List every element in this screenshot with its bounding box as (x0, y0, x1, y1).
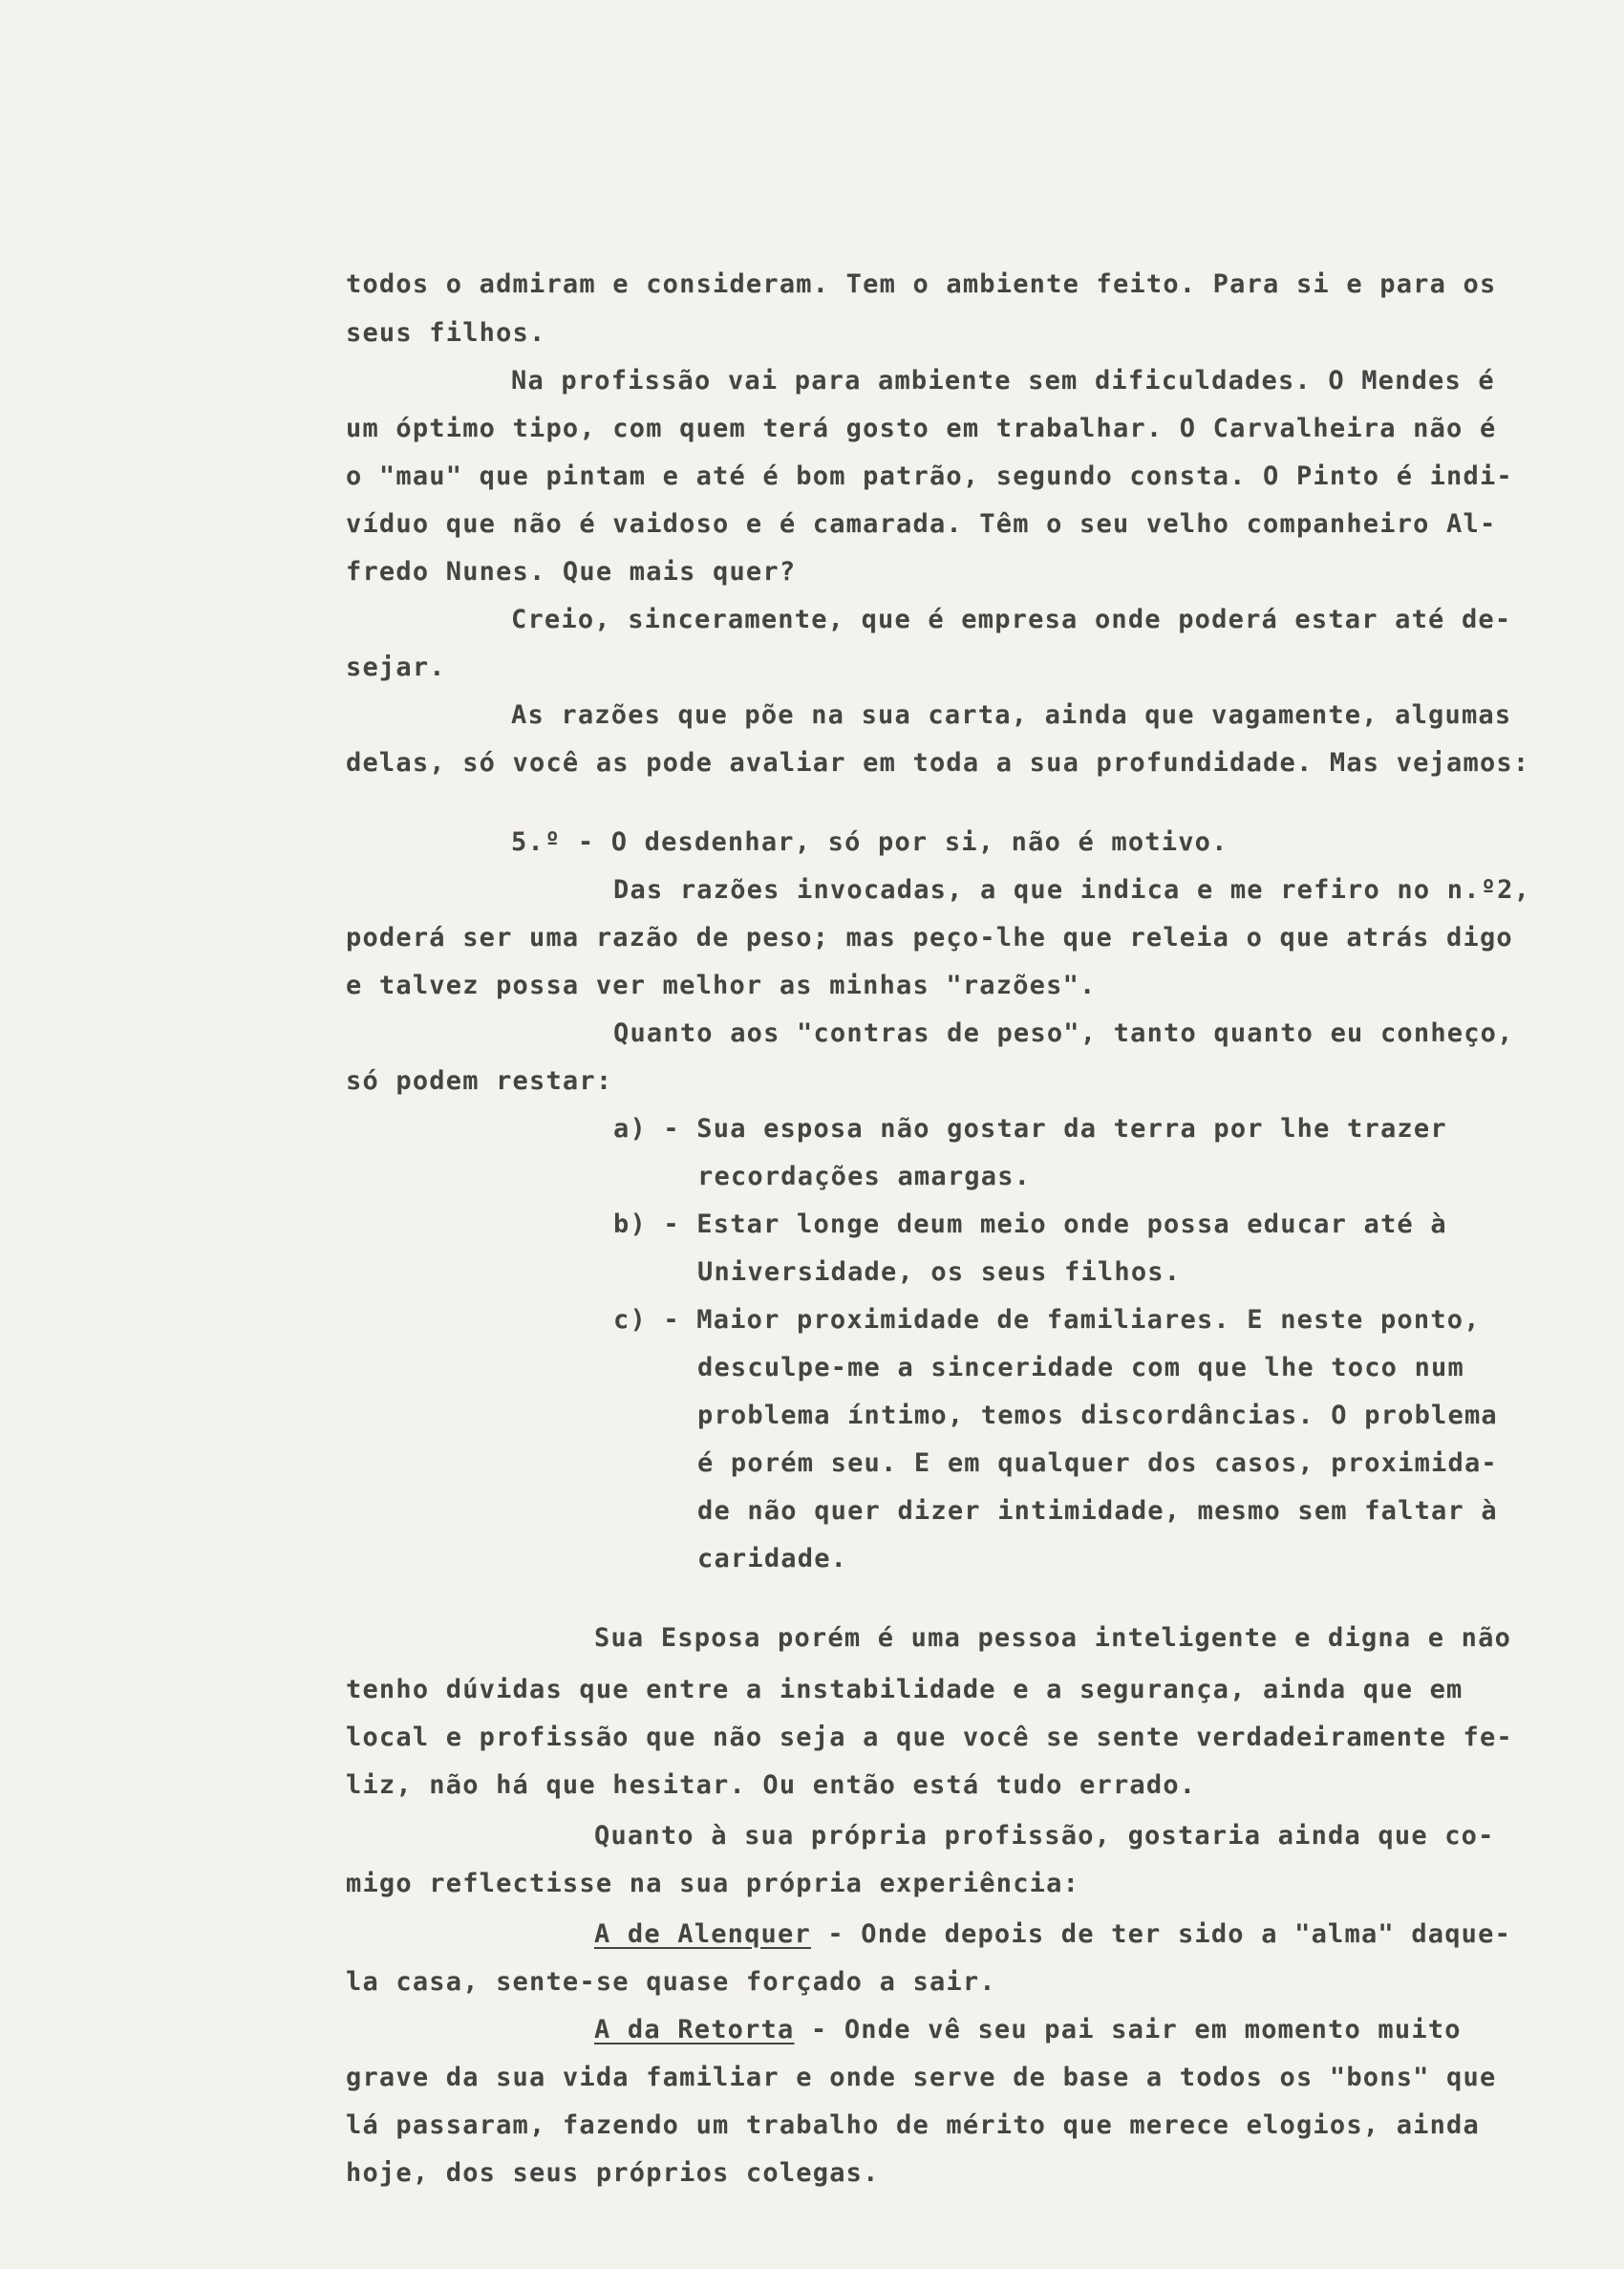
list-item-c-cont: caridade. (697, 1544, 848, 1573)
text-line: víduo que não é vaidoso e é camarada. Têm o seu velho companheiro Al- (346, 509, 1497, 539)
text-line: Quanto aos "contras de peso", tanto quanto eu conheço, (613, 1018, 1514, 1048)
text-span: - Onde depois de ter sido a "alma" daque- (810, 1919, 1512, 1949)
text-line: hoje, dos seus próprios colegas. (346, 2158, 880, 2188)
list-item-a: a) - Sua esposa não gostar da terra por lhe trazer (613, 1114, 1447, 1144)
text-line: seus filhos. (346, 318, 546, 348)
underlined-heading-alenquer: A de Alenquer (594, 1919, 811, 1949)
list-item-c-cont: desculpe-me a sinceridade com que lhe toco num (697, 1353, 1464, 1382)
text-line: e talvez possa ver melhor as minhas "razões". (346, 971, 1097, 1000)
retorta-line (594, 2014, 1462, 2046)
list-item-a-cont: recordações amargas. (697, 1162, 1032, 1191)
text-line: Das razões invocadas, a que indica e me refiro no n.º2, (613, 875, 1531, 905)
list-item-c-cont: de não quer dizer intimidade, mesmo sem faltar à (697, 1496, 1498, 1526)
text-line: só podem restar: (346, 1066, 613, 1096)
alenquer-line (594, 1918, 1511, 1951)
text-line: Sua Esposa porém é uma pessoa inteligente e digna e não (594, 1623, 1512, 1653)
text-line: As razões que põe na sua carta, ainda que vagamente, algumas (511, 700, 1512, 730)
text-line: todos o admiram e consideram. Tem o ambiente feito. Para si e para os (346, 269, 1497, 299)
text-line: fredo Nunes. Que mais quer? (346, 557, 797, 587)
text-line: o "mau" que pintam e até é bom patrão, segundo consta. O Pinto é indi- (346, 461, 1513, 491)
text-line: liz, não há que hesitar. Ou então está tudo errado. (346, 1770, 1197, 1800)
text-line: migo reflectisse na sua própria experiência: (346, 1869, 1080, 1898)
list-item-c-cont: problema íntimo, temos discordâncias. O problema (697, 1401, 1498, 1430)
text-line: la casa, sente-se quase forçado a sair. (346, 1967, 996, 1997)
text-line: Na profissão vai para ambiente sem dificuldades. O Mendes é (511, 366, 1495, 396)
underlined-heading-retorta: A da Retorta (594, 2015, 795, 2044)
text-line: um óptimo tipo, com quem terá gosto em trabalhar. O Carvalheira não é (346, 414, 1497, 443)
numbered-item: 5.º - O desdenhar, só por si, não é motivo. (511, 827, 1229, 857)
text-line: local e profissão que não seja a que você se sente verdadeiramente fe- (346, 1723, 1513, 1752)
text-line: delas, só você as pode avaliar em toda a sua profundidade. Mas vejamos: (346, 748, 1530, 778)
text-line: Quanto à sua própria profissão, gostaria ainda que co- (594, 1821, 1495, 1851)
text-line: sejar. (346, 653, 446, 682)
text-line: poderá ser uma razão de peso; mas peço-lhe que releia o que atrás digo (346, 923, 1513, 953)
text-line: lá passaram, fazendo um trabalho de mérito que merece elogios, ainda (346, 2110, 1480, 2140)
text-line: tenho dúvidas que entre a instabilidade e a segurança, ainda que em (346, 1675, 1464, 1704)
text-span: - Onde vê seu pai sair em momento muito (794, 2015, 1462, 2044)
text-line: Creio, sinceramente, que é empresa onde poderá estar até de- (511, 605, 1512, 634)
list-item-c-cont: é porém seu. E em qualquer dos casos, proximida- (697, 1448, 1498, 1478)
list-item-b-cont: Universidade, os seus filhos. (697, 1257, 1182, 1287)
list-item-c: c) - Maior proximidade de familiares. E neste ponto, (613, 1305, 1481, 1335)
text-line: grave da sua vida familiar e onde serve de base a todos os "bons" que (346, 2063, 1497, 2092)
list-item-b: b) - Estar longe deum meio onde possa educar até à (613, 1209, 1447, 1239)
